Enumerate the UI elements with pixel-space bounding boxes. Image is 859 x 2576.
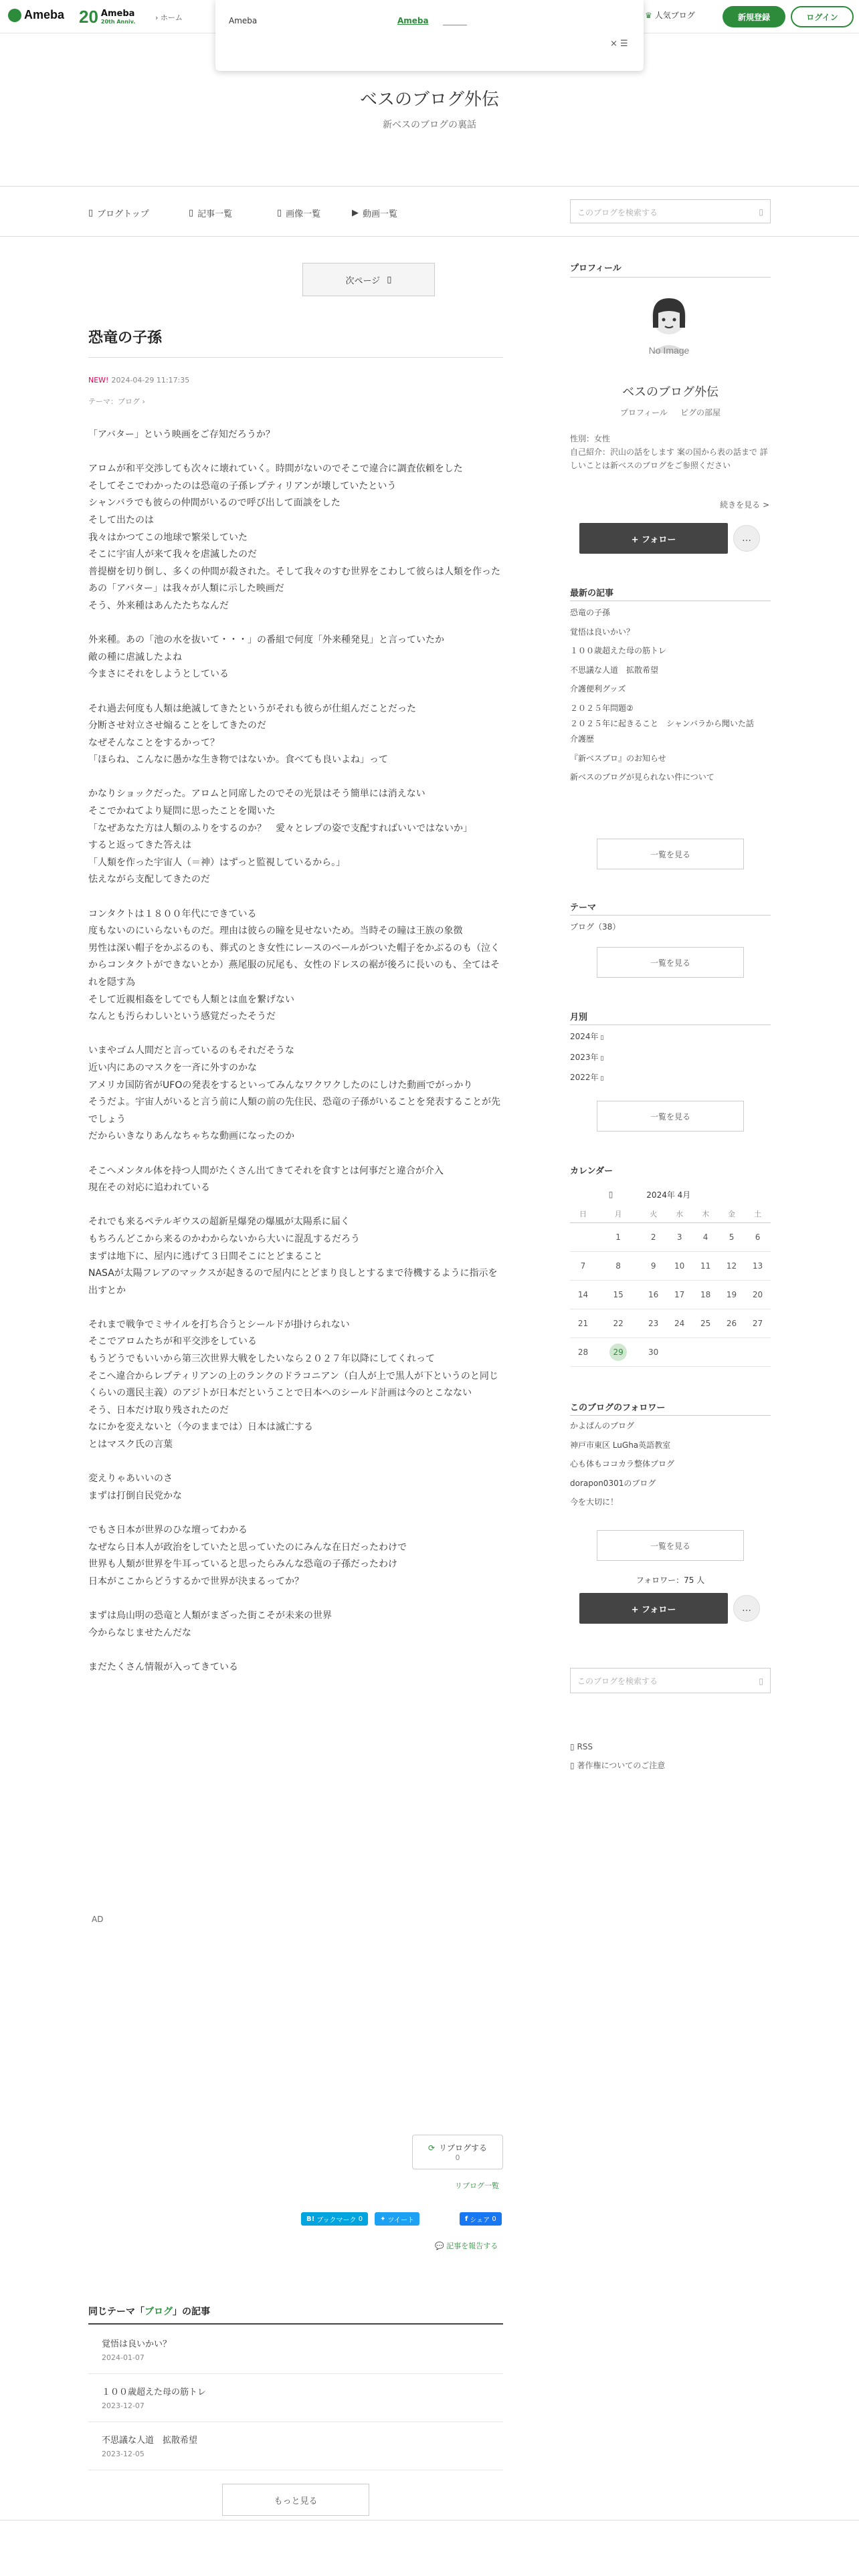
expand-icon: ▯ bbox=[598, 1035, 604, 1041]
ameba-logo[interactable]: Ameba bbox=[8, 8, 64, 22]
calendar-day[interactable]: 9 bbox=[640, 1251, 666, 1280]
article-line: すると返ってきた答えは bbox=[88, 840, 191, 851]
same-theme-divider bbox=[88, 2323, 503, 2325]
calendar-weekday: 木 bbox=[692, 1205, 719, 1222]
hatena-bookmark-button[interactable]: B! ブックマーク 0 bbox=[301, 2212, 368, 2226]
article-line: アロムが和平交渉しても次々に壊れていく。時間がないのでそこで違合に調査依頼をした bbox=[88, 463, 463, 475]
month-item[interactable]: 2022年 ▯ bbox=[570, 1073, 604, 1082]
article-line: なんとも汚らわしいという感覚だったそうだ bbox=[88, 1011, 276, 1023]
paragraph-gap bbox=[88, 1197, 503, 1214]
month-item[interactable]: 2024年 ▯ bbox=[570, 1032, 604, 1041]
article-line: 敵の種に虐滅したよね bbox=[88, 651, 182, 663]
calendar-day[interactable]: 5 bbox=[719, 1222, 745, 1251]
header-popup bbox=[215, 0, 644, 71]
profile-read-more[interactable]: 続きを見る > bbox=[720, 500, 769, 510]
popup-link[interactable]: Ameba bbox=[397, 16, 429, 25]
article-line: 外来種。あの「池の水を抜いて・・・」の番組で何度「外来種発見」と言っていたか bbox=[88, 635, 444, 646]
calendar bbox=[570, 1186, 771, 1367]
profile-name[interactable]: ベスのブログ外伝 bbox=[622, 385, 719, 399]
follower-item[interactable]: 心も体もココカラ整体ブログ bbox=[570, 1459, 675, 1469]
article-line: なぜそんなことをするかって？ bbox=[88, 737, 219, 748]
calendar-weekday: 土 bbox=[745, 1205, 771, 1222]
calendar-day bbox=[719, 1337, 745, 1366]
article-line: そして近親相姦をしてでも人類とは血を繋げない bbox=[88, 994, 294, 1005]
calendar-day[interactable]: 7 bbox=[570, 1251, 596, 1280]
calendar-day[interactable]: 28 bbox=[570, 1337, 596, 1366]
calendar-day[interactable]: 26 bbox=[719, 1309, 745, 1337]
article-line: まずは地下に、屋内に逃げて３日間そこにとどまること bbox=[88, 1251, 322, 1262]
follower-count: フォロワー：75 人 bbox=[636, 1576, 705, 1585]
article-line: そうだよ。宇宙人がいると言う前に人類の前の先住民、恐竜の子孫がいることを発表することが先でしょう bbox=[88, 1097, 500, 1125]
same-theme-heading: 同じテーマ「ブログ」の記事 bbox=[88, 2306, 210, 2317]
article-line: そう、外来種はあんたたちなんだ bbox=[88, 600, 229, 611]
article-line: でもさ日本が世界のひな壇ってわかる bbox=[88, 1525, 248, 1535]
article-line: 我々はかつてこの地球で繁栄していた bbox=[88, 532, 248, 543]
article-line: 今まさにそれをしようとしている bbox=[88, 669, 229, 680]
profile-heading: プロフィール bbox=[570, 263, 622, 274]
facebook-icon: f bbox=[464, 2215, 468, 2223]
recent-item[interactable]: 『新ベスブロ』のお知らせ bbox=[570, 753, 666, 763]
reblog-count: 0 bbox=[455, 2153, 460, 2162]
calendar-table bbox=[570, 1205, 771, 1367]
new-badge: NEW! bbox=[88, 376, 109, 385]
same-theme-item[interactable]: 不思議な人道 拡散希望 2023-12-05 bbox=[88, 2422, 503, 2470]
article-theme-link[interactable]: ブログ bbox=[118, 397, 140, 406]
calendar-day[interactable]: 4 bbox=[692, 1222, 719, 1251]
sidebar-search-input[interactable]: このブログを検索する ▯ bbox=[570, 1668, 771, 1693]
followers-divider bbox=[570, 1415, 771, 1416]
reblog-list-link[interactable]: リブログ一覧 bbox=[455, 2181, 499, 2190]
recent-list-all-button[interactable]: 一覧を見る bbox=[597, 839, 744, 869]
speech-bubble-icon: 💬 bbox=[435, 2242, 444, 2250]
article-line: 日本がここからどうするかで世界が決まるってか？ bbox=[88, 1576, 304, 1587]
nav-entry-list[interactable]: ▯ 記事一覧 bbox=[189, 208, 233, 219]
calendar-day[interactable]: 23 bbox=[640, 1309, 666, 1337]
calendar-day[interactable]: 18 bbox=[692, 1280, 719, 1309]
article-line: とはマスク氏の言葉 bbox=[88, 1439, 173, 1451]
more-options-button-bottom[interactable]: … bbox=[733, 1595, 760, 1622]
article-line: そこでアロムたちが和平交渉をしている bbox=[88, 1336, 257, 1348]
article-line: 「アバター」という映画をご存知だろうか？ bbox=[88, 429, 275, 440]
article-line: 男性は深い帽子をかぶるのも、葬式のとき女性にレースのベールがついた帽子をかぶるのも（泣くからコンタクトができないとか）燕尾服の尻尾も、女性のドレスの裾が後ろに長いのも、全てはそれを隠す為 bbox=[88, 942, 500, 988]
calendar-day[interactable]: 24 bbox=[666, 1309, 692, 1337]
recent-list bbox=[570, 603, 771, 787]
expand-icon: ▯ bbox=[598, 1075, 604, 1082]
calendar-day[interactable]: 2 bbox=[640, 1222, 666, 1251]
no-image-label: No Image bbox=[648, 345, 690, 356]
follow-button-bottom[interactable]: + フォロー bbox=[579, 1593, 728, 1624]
recent-item[interactable]: 介護便利グッズ bbox=[570, 684, 626, 693]
article-line: かなりショックだった。アロムと同席したのでその光景はそう簡単には消えない bbox=[88, 788, 425, 800]
chevron-right-icon: ▯ bbox=[387, 274, 392, 285]
calendar-day[interactable]: 19 bbox=[719, 1280, 745, 1309]
calendar-day[interactable]: 21 bbox=[570, 1309, 596, 1337]
calendar-day[interactable]: 6 bbox=[745, 1222, 771, 1251]
article-line: なぜなら日本人が政治をしていたと思っていたのにみんな在日だったわけで bbox=[88, 1541, 407, 1553]
calendar-weekday: 火 bbox=[640, 1205, 666, 1222]
paragraph-gap bbox=[88, 1146, 503, 1163]
paragraph-gap bbox=[88, 1299, 503, 1317]
calendar-day[interactable]: 30 bbox=[640, 1337, 666, 1366]
article-line: そこへ違合からレプティリアンの上のランクのドラコニアン（白人が上で黒人が下というのと同じくらいの選民主義）のアジトが日本だということで日本へのシールド計画は今のとこなない bbox=[88, 1370, 498, 1399]
article-line: いまやゴム人間だと言っているのもそれだそうな bbox=[88, 1045, 294, 1057]
blog-title[interactable]: ベスのブログ外伝 bbox=[359, 90, 499, 110]
profile-links bbox=[570, 407, 771, 418]
calendar-day[interactable]: 10 bbox=[666, 1251, 692, 1280]
paragraph-gap bbox=[88, 1505, 503, 1522]
nav-video-list[interactable]: ▶ 動画一覧 bbox=[352, 208, 398, 219]
blog-subtitle: 新ベスのブログの裏話 bbox=[383, 120, 476, 130]
follower-item[interactable]: dorapon0301のブログ bbox=[570, 1478, 656, 1488]
same-theme-item[interactable]: 覚悟は良いかい？ 2024-01-07 bbox=[88, 2326, 503, 2374]
article-line: 度もないのにいらないものだ。理由は彼らの瞳を見せないため。当時その瞳は王族の象徴 bbox=[88, 926, 463, 937]
more-button[interactable]: もっと見る bbox=[222, 2484, 369, 2516]
calendar-prev-icon[interactable]: ▯ bbox=[608, 1190, 613, 1199]
article-line: そして出たのは bbox=[88, 514, 154, 526]
article-line: もちろんどこから来るのかわからないから大いに混乱するだろう bbox=[88, 1233, 360, 1245]
follower-item[interactable]: 今を大切に！ bbox=[570, 1497, 619, 1507]
report-link[interactable]: 💬 記事を報告する bbox=[435, 2242, 498, 2250]
article-line: 現在その対応に追われている bbox=[88, 1182, 210, 1194]
breadcrumb[interactable]: › ホーム bbox=[155, 13, 183, 22]
calendar-weekday: 日 bbox=[570, 1205, 596, 1222]
calendar-day[interactable]: 16 bbox=[640, 1280, 666, 1309]
profile-info: 性別：女性 自己紹介：沢山の話をします 案の国から表の話まで 詳しいことは新ベスのブログをご参照ください bbox=[570, 434, 768, 470]
paragraph-gap bbox=[88, 769, 503, 786]
article-line: 今からなじませたんだな bbox=[88, 1627, 191, 1638]
list-icon: ▯ bbox=[189, 208, 194, 218]
calendar-day[interactable]: 25 bbox=[692, 1309, 719, 1337]
paragraph-gap bbox=[88, 1454, 503, 1471]
article-body bbox=[88, 427, 503, 1676]
article-theme: テーマ：ブログ › bbox=[88, 397, 145, 406]
article-line: コンタクトは１８００年代にできている bbox=[88, 908, 257, 920]
recent-item[interactable]: 不思議な人道 拡散希望 bbox=[570, 665, 659, 675]
calendar-weekday: 金 bbox=[719, 1205, 745, 1222]
article-line: なにかを変えないと（今のままでは）日本は滅亡する bbox=[88, 1422, 313, 1433]
article-date: NEW! 2024-04-29 11:17:35 bbox=[88, 376, 190, 385]
crown-icon: ♛ bbox=[645, 10, 652, 20]
follower-item[interactable]: かよぱんのブログ bbox=[570, 1421, 635, 1430]
paragraph-gap bbox=[88, 683, 503, 701]
reblog-button[interactable]: ⟳ リブログする 0 bbox=[412, 2135, 503, 2169]
month-list bbox=[570, 1027, 771, 1089]
article-line: あの「アバター」は我々が人類に示した映画だ bbox=[88, 583, 284, 595]
nav-search-input[interactable]: このブログを検索する ▯ bbox=[570, 199, 771, 223]
month-list-all-button[interactable]: 一覧を見る bbox=[597, 1101, 744, 1132]
pigg-room-link[interactable]: ピグの部屋 bbox=[680, 408, 721, 417]
theme-divider bbox=[570, 915, 771, 916]
popular-blog-link[interactable]: ♛ 人気ブログ bbox=[645, 10, 695, 20]
calendar-day[interactable]: 11 bbox=[692, 1251, 719, 1280]
home-icon: ▯ bbox=[88, 208, 94, 218]
next-page-button[interactable]: 次ページ ▯ bbox=[302, 263, 435, 296]
calendar-day[interactable]: 1 bbox=[596, 1222, 640, 1251]
search-icon[interactable]: ▯ bbox=[759, 1677, 763, 1686]
article-line: 「人類を作った宇宙人（＝神）はずっと監視しているから。」 bbox=[88, 857, 346, 868]
same-theme-item[interactable]: １００歳超えた母の筋トレ 2023-12-07 bbox=[88, 2374, 503, 2422]
avatar[interactable] bbox=[637, 289, 701, 362]
anniversary-brand: Ameba bbox=[100, 8, 135, 19]
article-line: 「なぜあなた方は人類のふりをするのか？ 愛々とレプの姿で支配すればいいではないか」 bbox=[88, 823, 472, 834]
article-line: 世界も人類が世界を牛耳っていると思ったらみんな恐竜の子孫だったわけ bbox=[88, 1559, 397, 1570]
profile-link[interactable]: プロフィール bbox=[620, 408, 668, 417]
share-buttons bbox=[301, 2212, 502, 2226]
paragraph-gap bbox=[88, 444, 503, 461]
month-heading: 月別 bbox=[570, 1012, 588, 1023]
popup-title: Ameba bbox=[229, 16, 258, 25]
twitter-icon: ✦ bbox=[380, 2215, 386, 2223]
article-line: それでも来るペテルギウスの超新星爆発の爆風が太陽系に届く bbox=[88, 1216, 350, 1228]
recent-item[interactable]: 新ベスのブログが見られない件について bbox=[570, 772, 714, 782]
recent-item[interactable]: 介護歴 bbox=[570, 734, 595, 744]
calendar-day[interactable] bbox=[596, 1337, 640, 1366]
calendar-day[interactable]: 15 bbox=[596, 1280, 640, 1309]
recent-item[interactable]: 恐竜の子孫 bbox=[570, 608, 611, 617]
article-line: そこに宇宙人が来て我々を虐滅したのだ bbox=[88, 549, 257, 560]
video-icon: ▶ bbox=[352, 208, 359, 218]
paragraph-gap bbox=[88, 1590, 503, 1608]
reblog-icon: ⟳ bbox=[427, 2143, 436, 2153]
recent-item[interactable]: ２０２５年問題② bbox=[570, 703, 634, 713]
article-line: そこでかねてより疑問に思ったことを聞いた bbox=[88, 806, 276, 817]
recent-heading: 最新の記事 bbox=[570, 588, 614, 599]
chevron-right-icon: › bbox=[142, 397, 145, 406]
follower-item[interactable]: 神戸市東区 LuGha英語教室 bbox=[570, 1440, 671, 1450]
hatena-icon: B! bbox=[306, 2215, 315, 2223]
calendar-title: 2024年 4月 bbox=[646, 1190, 691, 1200]
calendar-day[interactable]: 14 bbox=[570, 1280, 596, 1309]
anniversary-number: 20 bbox=[79, 7, 98, 27]
paragraph-gap bbox=[88, 889, 503, 906]
expand-icon: ▯ bbox=[598, 1055, 604, 1062]
calendar-day[interactable]: 17 bbox=[666, 1280, 692, 1309]
paragraph-gap bbox=[88, 615, 503, 633]
image-icon: ▯ bbox=[277, 208, 282, 218]
ameba-logo-icon bbox=[8, 9, 21, 22]
ad-label: AD bbox=[92, 1915, 104, 1924]
calendar-heading: カレンダー bbox=[570, 1166, 613, 1176]
article-line: 普提樹を切り倒し、多くの仲間が殺された。そして我々のすむ世界をこわして彼らは人類を作った bbox=[88, 566, 500, 577]
follow-button[interactable]: + フォロー bbox=[579, 523, 728, 554]
calendar-day[interactable]: 22 bbox=[596, 1309, 640, 1337]
recent-item[interactable]: １００歳超えた母の筋トレ bbox=[570, 646, 667, 655]
copyright-icon: ▯ bbox=[570, 1761, 575, 1770]
theme-item[interactable]: ブログ（38） bbox=[570, 922, 621, 932]
article-title-divider bbox=[88, 357, 503, 358]
month-item[interactable]: 2023年 ▯ bbox=[570, 1052, 604, 1062]
calendar-day[interactable]: 12 bbox=[719, 1251, 745, 1280]
calendar-day bbox=[666, 1337, 692, 1366]
search-icon[interactable]: ▯ bbox=[759, 207, 763, 217]
followers-heading: このブログのフォロワー bbox=[570, 1403, 666, 1413]
article-line: シャンバラでも彼らの仲間がいるので呼び出して面談をした bbox=[88, 498, 341, 509]
register-button[interactable]: 新規登録 bbox=[723, 6, 785, 27]
chevron-right-icon: › bbox=[155, 13, 159, 22]
calendar-day[interactable]: 27 bbox=[745, 1309, 771, 1337]
anniversary-logo[interactable] bbox=[79, 5, 143, 28]
theme-heading: テーマ bbox=[570, 903, 597, 913]
calendar-day[interactable]: 3 bbox=[666, 1222, 692, 1251]
calendar-day bbox=[692, 1337, 719, 1366]
recent-item[interactable]: 覚悟は良いかい？ bbox=[570, 627, 635, 637]
calendar-weekday: 月 bbox=[596, 1205, 640, 1222]
calendar-today: 29 bbox=[609, 1344, 627, 1361]
article-line: そう、日本だけ取り残されたのだ bbox=[88, 1404, 229, 1416]
article-title[interactable]: 恐竜の子孫 bbox=[88, 330, 163, 346]
rss-icon: ▯ bbox=[570, 1742, 575, 1751]
calendar-day bbox=[745, 1337, 771, 1366]
footer-links bbox=[570, 1737, 665, 1775]
article-line: まずは打倒自民党かな bbox=[88, 1490, 182, 1501]
article-line: NASAが太陽フレアのマックスが起きるので屋内にとどまり良しとするまで待機するように指示を出すとか bbox=[88, 1268, 498, 1296]
login-button[interactable]: ログイン bbox=[791, 6, 854, 27]
article-line: 怯えながら支配してきたのだ bbox=[88, 874, 210, 885]
nav-image-list[interactable]: ▯ 画像一覧 bbox=[277, 208, 321, 219]
article-line: まだたくさん情報が入ってきている bbox=[88, 1661, 238, 1673]
facebook-share-button[interactable]: f シェア 0 bbox=[460, 2212, 502, 2226]
profile-divider bbox=[570, 277, 771, 278]
popup-input[interactable] bbox=[443, 16, 467, 25]
calendar-day[interactable]: 20 bbox=[745, 1280, 771, 1309]
blog-nav bbox=[0, 186, 859, 237]
popup-close-button[interactable]: × ☰ bbox=[610, 39, 628, 49]
tweet-button[interactable]: ✦ ツイート bbox=[375, 2212, 419, 2226]
calendar-day[interactable]: 13 bbox=[745, 1251, 771, 1280]
article-line: それまで戦争でミサイルを打ち合うとシールドが掛けられない bbox=[88, 1319, 350, 1330]
article-line: 分断させ対立させ煽ることをしてきたのだ bbox=[88, 720, 266, 732]
copyright-link[interactable]: ▯ 著作権についてのご注意 bbox=[570, 1761, 666, 1770]
article-line: だからいきなりあんなちゃちな動画になったのか bbox=[88, 1131, 294, 1142]
article-line: そこへメンタル体を持つ人間がたくさん出てきてそれを食すとは何事だと違合が介入 bbox=[88, 1165, 444, 1176]
calendar-day bbox=[570, 1222, 596, 1251]
nav-blog-top[interactable]: ▯ ブログトップ bbox=[88, 208, 149, 219]
article-line: それ過去何度も人類は絶滅してきたというがそれも彼らが仕組んだことだった bbox=[88, 703, 416, 714]
article-line: アメリカ国防省がUFOの発表をするといってみんなワクワクしたのにしけた動画でがっかり bbox=[88, 1079, 473, 1091]
article-line: 「ほらね、こんなに愚かな生き物ではないか。食べても良いよね」って bbox=[88, 754, 388, 766]
rss-link[interactable]: ▯ RSS bbox=[570, 1742, 593, 1751]
calendar-weekday: 水 bbox=[666, 1205, 692, 1222]
paragraph-gap bbox=[88, 1026, 503, 1043]
paragraph-gap bbox=[88, 1642, 503, 1659]
follower-list bbox=[570, 1416, 771, 1512]
theme-list-all-button[interactable]: 一覧を見る bbox=[597, 947, 744, 978]
anniversary-sub: 20th Anniv. bbox=[100, 18, 136, 25]
article-line: もうどうでもいいから第三次世界大戦をしたいなら２０２７年以降にしてくれって bbox=[88, 1354, 435, 1365]
recent-item[interactable]: ２０２５年に起きること シャンバラから聞いた話 bbox=[570, 719, 754, 728]
article-line: 変えりゃあいいのさ bbox=[88, 1473, 173, 1485]
more-options-button[interactable]: … bbox=[733, 525, 760, 552]
article-line: 近い内にあのマスクを一斉に外すのかな bbox=[88, 1062, 257, 1073]
article-line: まずは鳥山明の恐竜と人類がまざった街こそが未来の世界 bbox=[88, 1610, 332, 1621]
article-line: そしてそこでわかったのは恐竜の子孫レプティリアンが壊していたという bbox=[88, 480, 397, 492]
followers-list-all-button[interactable]: 一覧を見る bbox=[597, 1530, 744, 1561]
calendar-day[interactable]: 8 bbox=[596, 1251, 640, 1280]
